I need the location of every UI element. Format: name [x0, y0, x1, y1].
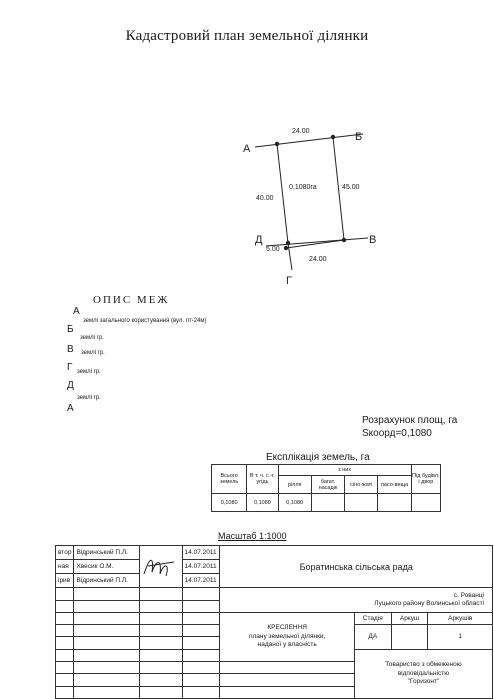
- cell-pasture: [378, 494, 411, 512]
- cell-buildings: [411, 494, 440, 512]
- point-label-g: Г: [286, 275, 292, 287]
- drawing-title-line: КРЕСЛЕННЯ: [267, 624, 307, 632]
- header-hay: сіно-жаті: [345, 476, 378, 494]
- sheets-value: 1: [428, 625, 493, 650]
- title-block: [55, 545, 493, 699]
- explication-title: Експлікація земель, га: [266, 452, 370, 463]
- boundary-desc: землі гр.: [77, 395, 101, 401]
- stamp-date: 14.07.2011: [182, 574, 220, 588]
- header-perennial: багат. насадж: [311, 476, 344, 494]
- boundary-desc: землі гр.: [77, 369, 101, 375]
- cell-arable: 0,1080: [278, 494, 311, 512]
- line-d-v: [266, 238, 368, 246]
- boundary-desc: землі гр.: [80, 335, 104, 341]
- company-line: відповідальністю: [397, 669, 450, 677]
- scale-label: Масштаб 1:1000: [218, 531, 287, 541]
- edge-label-bottom: 24.00: [309, 256, 327, 263]
- boundary-to-letter: Б: [67, 324, 74, 335]
- vertex-b: [331, 135, 335, 139]
- document-title: Кадастровий план земельної ділянки: [125, 28, 369, 44]
- point-label-b: Б: [355, 131, 363, 143]
- sheets-header: Аркушів: [428, 612, 493, 624]
- stamp-date: 14.07.2011: [182, 560, 220, 574]
- edge-label-top: 24.00: [292, 128, 310, 135]
- header-agri: В т. ч. с.-г. угідь: [247, 465, 278, 494]
- line-a-d: [277, 144, 288, 243]
- header-of-them: з них: [278, 465, 411, 476]
- drawing-title-line: наданої у власність: [257, 641, 317, 649]
- point-label-v: В: [369, 234, 377, 246]
- stage-header: Стадія: [354, 612, 391, 624]
- area-calculation-title: Розрахунок площ, га: [362, 415, 458, 426]
- boundary-description-title: ОПИС МЕЖ: [93, 294, 170, 306]
- cell-total: 0,1080: [212, 494, 247, 512]
- area-calculation-value: Sкоорд=0,1080: [362, 428, 432, 439]
- stamp-role: втор: [56, 546, 74, 560]
- cell-agri: 0,1080: [247, 494, 278, 512]
- header-total: Всього земель: [212, 465, 247, 494]
- signature: [139, 546, 182, 588]
- stage-value: ДА: [354, 625, 391, 650]
- stamp-name: Хвесик О.М.: [74, 560, 139, 574]
- boundary-desc: землі загального користування (вул. пт-24м): [83, 318, 207, 324]
- boundary-desc: землі гр.: [81, 350, 105, 356]
- location-region: Луцького району Волинської області: [374, 600, 484, 608]
- sheet-value: [391, 625, 428, 650]
- line-a-b: [255, 134, 363, 147]
- stamp-role: ірив: [56, 574, 74, 588]
- plot-drawing: [0, 0, 494, 300]
- council-name: Боратинська сільська рада: [220, 546, 493, 588]
- stamp-date: 14.07.2011: [182, 546, 220, 560]
- drawing-title-line: плану земельної ділянки,: [248, 632, 326, 640]
- boundary-to-letter: Г: [67, 362, 73, 373]
- boundary-to-letter: В: [67, 344, 74, 355]
- location-village: с. Рованці: [453, 591, 484, 599]
- boundary-to-letter: Д: [67, 380, 74, 391]
- stamp-name: Відринський П.Л.: [74, 574, 139, 588]
- sheet-header: Аркуш: [391, 612, 428, 624]
- vertex-d: [286, 241, 290, 245]
- vertex-v: [342, 238, 346, 242]
- boundary-from-letter: А: [73, 306, 80, 317]
- company: [354, 649, 492, 698]
- stamp-role: ная: [56, 560, 74, 574]
- header-buildings: Під будівл. і двор: [411, 465, 440, 494]
- drawing-title: [220, 612, 354, 661]
- signature-mark: [140, 552, 182, 580]
- edge-label-left: 40.00: [256, 195, 274, 202]
- location: [220, 588, 493, 613]
- edge-label-right: 45.00: [342, 184, 360, 191]
- header-pasture: пасо-вища: [378, 476, 411, 494]
- explication-table: [211, 464, 441, 512]
- boundary-to-letter: А: [67, 403, 74, 414]
- vertex-a: [275, 142, 279, 146]
- vertex-g: [284, 246, 288, 250]
- stamp-name: Відринський П.Л.: [74, 546, 139, 560]
- company-line: Товариство з обмеженою: [385, 661, 462, 669]
- company-line: "Горизонт": [407, 678, 440, 686]
- point-label-a: А: [243, 143, 251, 155]
- edge-label-small: 5.00: [266, 246, 280, 253]
- cell-hay: [345, 494, 378, 512]
- header-arable: рілля: [278, 476, 311, 494]
- cell-perennial: [311, 494, 344, 512]
- area-label: 0,1080га: [289, 184, 317, 191]
- point-label-d: Д: [255, 234, 263, 246]
